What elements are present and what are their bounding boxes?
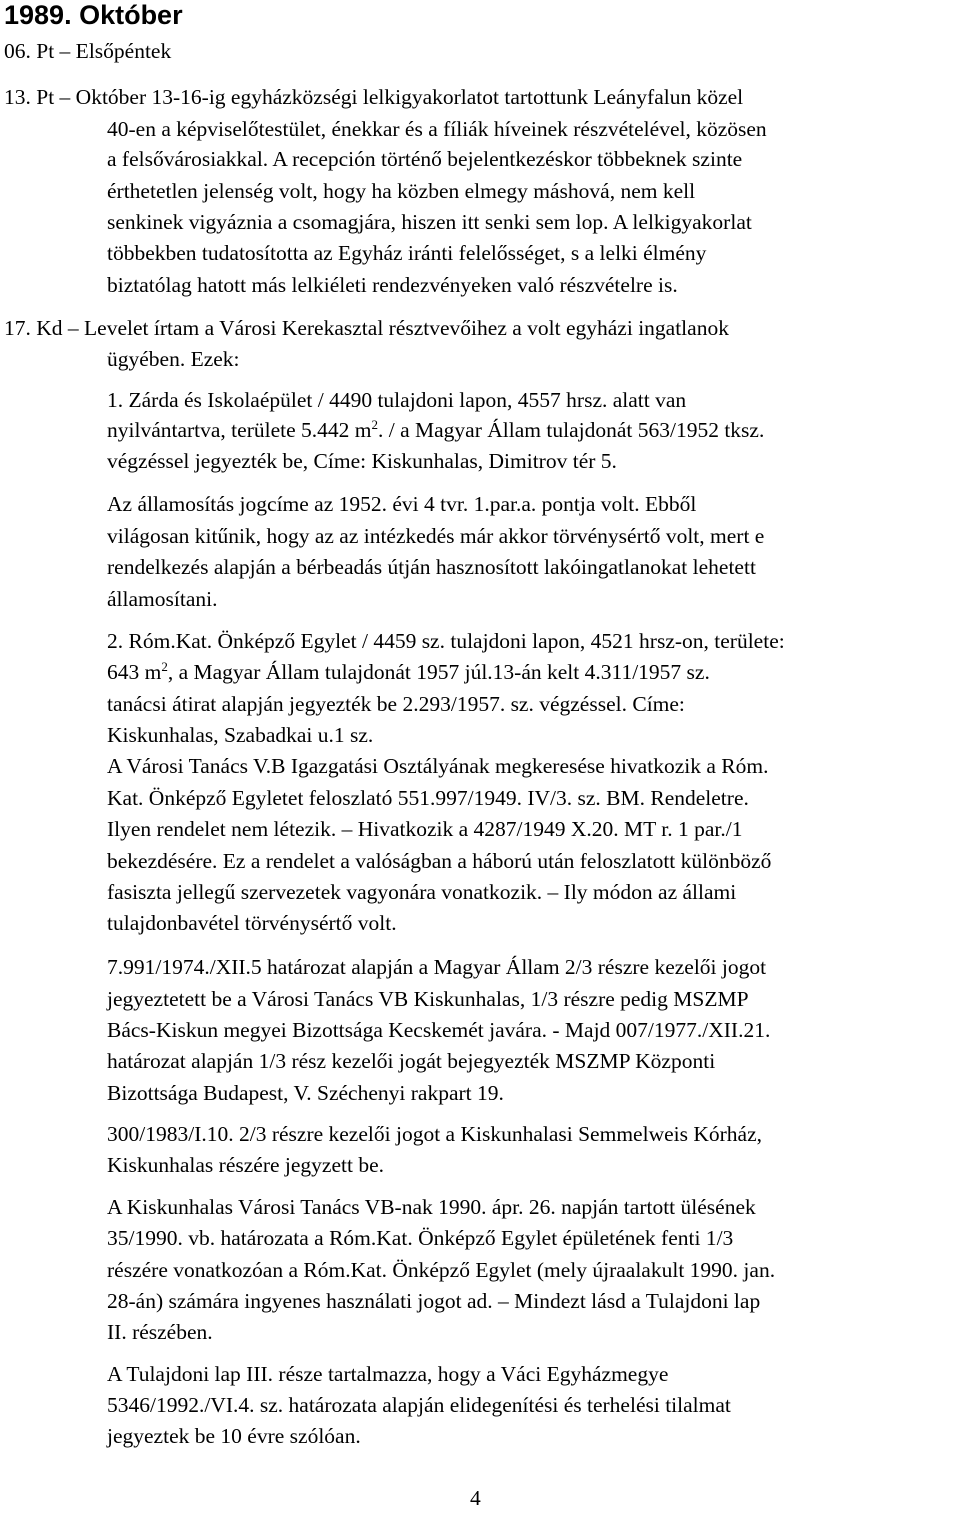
text-line: államosítani. — [107, 587, 218, 611]
text-line: Ilyen rendelet nem létezik. – Hivatkozik a 4287/1949 X.20. MT r. 1 par./1 — [107, 817, 743, 841]
text-line: 1. Zárda és Iskolaépület / 4490 tulajdoni lapon, 4557 hrsz. alatt van — [107, 388, 687, 412]
text-line: a felsővárosiakkal. A recepción történő bejelentkezéskor többeknek szinte — [107, 147, 743, 171]
text-line: tulajdonbavétel törvénysértő volt. — [107, 911, 397, 935]
text-line: többekben tudatosította az Egyház iránti felelősséget, s a lelki élmény — [107, 241, 707, 265]
text-line: Kat. Önképző Egyletet feloszlató 551.997/1949. IV/3. sz. BM. Rendeletre. — [107, 786, 749, 810]
text-segment: , a Magyar Állam tulajdonát 1957 júl.13-án kelt 4.311/1957 sz. — [167, 660, 710, 684]
text-line: tanácsi átirat alapján jegyezték be 2.293/1957. sz. végzéssel. Címe: — [107, 692, 685, 716]
text-line: Kiskunhalas, Szabadkai u.1 sz. — [107, 723, 374, 747]
text-line: 40-en a képviselőtestület, énekkar és a fíliák híveinek részvételével, közösen — [107, 117, 767, 141]
text-line: biztatólag hatott más lelkiéleti rendezvényeken való részvételre is. — [107, 273, 678, 297]
text-line: 2. Róm.Kat. Önképző Egylet / 4459 sz. tulajdoni lapon, 4521 hrsz-on, területe: — [107, 629, 785, 653]
text-line: rendelkezés alapján a bérbeadás útján hasznosított lakóingatlanokat lehetett — [107, 555, 756, 579]
text-line: II. részében. — [107, 1320, 213, 1344]
text-line: 35/1990. vb. határozata a Róm.Kat. Önképző Egylet épületének fenti 1/3 — [107, 1226, 734, 1250]
text-line: Bizottsága Budapest, V. Széchenyi rakpart 19. — [107, 1081, 504, 1105]
page-number: 4 — [470, 1486, 481, 1510]
text-line: 06. Pt – Elsőpéntek — [4, 39, 172, 63]
text-line: 7.991/1974./XII.5 határozat alapján a Magyar Állam 2/3 részre kezelői jogot — [107, 955, 767, 979]
text-line: határozat alapján 1/3 rész kezelői jogát bejegyezték MSZMP Központi — [107, 1049, 716, 1073]
text-line: A Városi Tanács V.B Igazgatási Osztályának megkeresése hivatkozik a Róm. — [107, 754, 769, 778]
text-segment: . / a Magyar Állam tulajdonát 563/1952 tksz. — [378, 418, 765, 442]
text-line: 5346/1992./VI.4. sz. határozata alapján elidegenítési és terhelési tilalmat — [107, 1393, 731, 1417]
text-line: Az államosítás jogcíme az 1952. évi 4 tvr. 1.par.a. pontja volt. Ebből — [107, 492, 697, 516]
text-line — [107, 658, 710, 686]
text-line — [107, 416, 764, 444]
text-line: Bács-Kiskun megyei Bizottsága Kecskemét javára. - Majd 007/1977./XII.21. — [107, 1018, 771, 1042]
text-line: jegyeztek be 10 évre szólóan. — [107, 1424, 361, 1448]
text-line: bekezdésére. Ez a rendelet a valóságban a háború után feloszlatott különböző — [107, 849, 772, 873]
text-line: 300/1983/I.10. 2/3 részre kezelői jogot a Kiskunhalasi Semmelweis Kórház, — [107, 1122, 762, 1146]
text-line: 17. Kd – Levelet írtam a Városi Kerekasztal résztvevőihez a volt egyházi ingatlanok — [4, 316, 729, 340]
text-line: A Tulajdoni lap III. része tartalmazza, hogy a Váci Egyházmegye — [107, 1362, 669, 1386]
text-line: A Kiskunhalas Városi Tanács VB-nak 1990. ápr. 26. napján tartott ülésének — [107, 1195, 756, 1219]
text-line: ügyében. Ezek: — [107, 347, 240, 371]
text-line: jegyeztetett be a Városi Tanács VB Kiskunhalas, 1/3 részre pedig MSZMP — [107, 987, 749, 1011]
text-segment: 643 m — [107, 660, 162, 684]
text-segment: nyilvántartva, területe 5.442 m — [107, 418, 372, 442]
text-line: világosan kitűnik, hogy az az intézkedés már akkor törvénysértő volt, mert e — [107, 524, 765, 548]
text-line: végzéssel jegyezték be, Címe: Kiskunhalas, Dimitrov tér 5. — [107, 449, 617, 473]
page-heading: 1989. Október — [4, 0, 183, 30]
text-line: Kiskunhalas részére jegyzett be. — [107, 1153, 384, 1177]
text-line: érthetetlen jelenség volt, hogy ha közben elmegy máshová, nem kell — [107, 179, 696, 203]
text-line: 13. Pt – Október 13-16-ig egyházközségi lelkigyakorlatot tartottunk Leányfalun közel — [4, 85, 744, 109]
text-line: részére vonatkozóan a Róm.Kat. Önképző Egylet (mely újraalakult 1990. jan. — [107, 1258, 776, 1282]
text-line: fasiszta jellegű szervezetek vagyonára vonatkozik. – Ily módon az állami — [107, 880, 737, 904]
text-line: senkinek vigyáznia a csomagjára, hiszen itt senki sem lop. A lelkigyakorlat — [107, 210, 752, 234]
superscript: 2 — [161, 659, 168, 674]
text-line: 28-án) számára ingyenes használati jogot ad. – Mindezt lásd a Tulajdoni lap — [107, 1289, 761, 1313]
superscript: 2 — [371, 417, 378, 432]
